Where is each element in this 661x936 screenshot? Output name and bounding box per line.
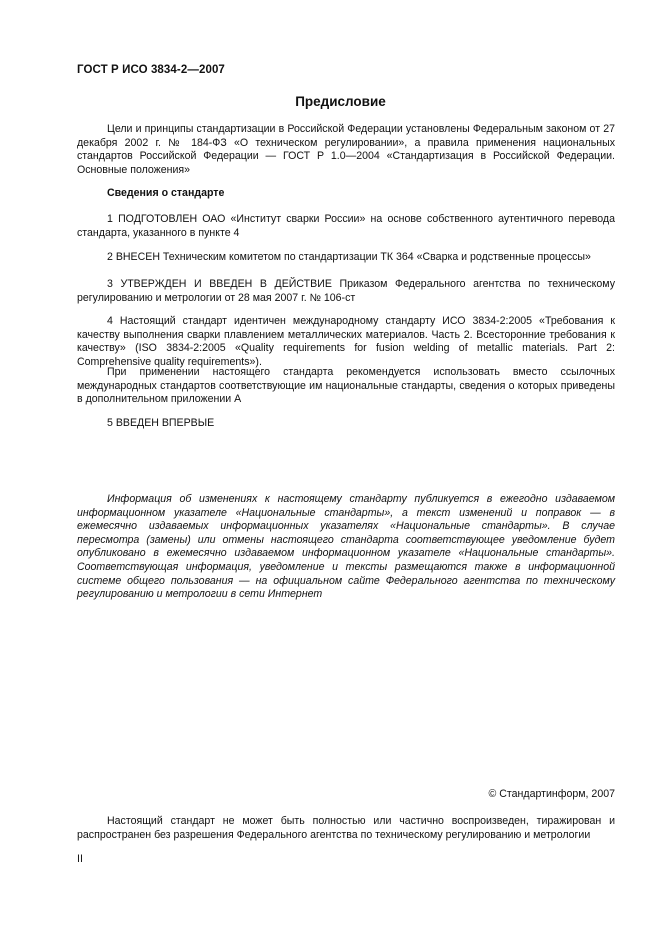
about-standard-heading: Сведения о стандарте	[107, 187, 225, 199]
item-5-first-introduced: 5 ВВЕДЕН ВПЕРВЫЕ	[107, 417, 215, 429]
item-1-prepared: 1 ПОДГОТОВЛЕН ОАО «Институт сварки России» на основе собственного аутентичного перевода стандарта, указанного в пункте 4	[77, 213, 615, 239]
copyright-notice: © Стандартинформ, 2007	[488, 788, 615, 800]
document-header: ГОСТ Р ИСО 3834-2—2007	[77, 64, 225, 76]
rights-notice: Настоящий стандарт не может быть полностью или частично воспроизведен, тиражирован и распространен без разрешения Федерального агентства по техническому регулированию и метрологии	[77, 815, 615, 841]
changes-information: Информация об изменениях к настоящему стандарту публикуется в ежегодно издаваемом информационном указателе «Национальные стандарты», а текст изменений и поправок — в ежемесячно издаваемых информационных указателях «Национальные стандарты». В случае пересмотра (замены) или отмены настоящего стандарта соответствующее уведомление будет опубликовано в ежемесячно издаваемом информационном указателе «Национальные стандарты». Соответствующая информация, уведомление и тексты размещаются также в информационной системе общего пользования — на официальном сайте Федерального агентства по техническому регулированию и метрологии в сети Интернет	[77, 493, 615, 601]
item-3-approved: 3 УТВЕРЖДЕН И ВВЕДЕН В ДЕЙСТВИЕ Приказом Федерального агентства по техническому регулированию и метрологии от 28 мая 2007 г. № 106-ст	[77, 278, 615, 304]
page-number: II	[77, 853, 83, 865]
page-title: Предисловие	[295, 94, 386, 109]
item-4-note: При применении настоящего стандарта рекомендуется использовать вместо ссылочных международных стандартов соответствующие им национальные стандарты, сведения о которых приведены в дополнительном приложении А	[77, 366, 615, 406]
intro-paragraph: Цели и принципы стандартизации в Российской Федерации установлены Федеральным законом от 27 декабря 2002 г. № 184-ФЗ «О техническом регулировании», а правила применения национальных стандартов Российской Федерации — ГОСТ Р 1.0—2004 «Стандартизация в Российской Федерации. Основные положения»	[77, 123, 615, 176]
item-2-introduced: 2 ВНЕСЕН Техническим комитетом по стандартизации ТК 364 «Сварка и родственные процессы»	[107, 251, 591, 263]
item-4-identical: 4 Настоящий стандарт идентичен международному стандарту ИСО 3834-2:2005 «Требования к качеству выполнения сварки плавлением металлических материалов. Часть 2. Всесторонние требования к качеству» (ISO 3834-2:2005 «Quality requirements for fusion welding of metallic materials. Part 2: Comprehensive quality requirements»).	[77, 315, 615, 368]
